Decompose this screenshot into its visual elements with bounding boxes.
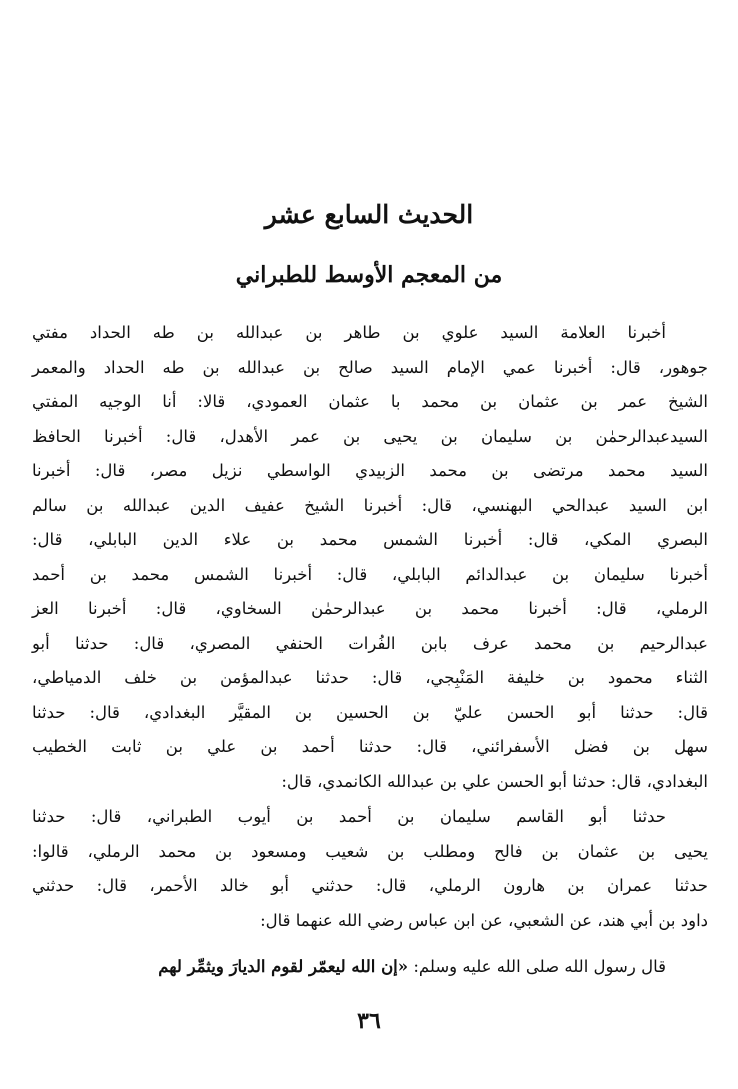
text-line: البغدادي، قال: حدثنا أبو الحسن علي بن عبدالله الكانمدي، قال: [281,771,708,791]
hadith-title: الحديث السابع عشر [264,200,474,229]
text-line: السيد محمد مرتضى بن محمد الزبيدي الواسطي نزيل مصر، قال: أخبرنا [32,461,708,480]
text-line: يحيى بن عثمان بن فالح ومطلب بن شعيب ومسعود بن محمد الرملي، قالوا: [32,841,708,861]
source-subtitle: من المعجم الأوسط للطبراني [235,262,503,288]
text-line: ابن السيد عبدالحي البهنسي، قال: أخبرنا الشيخ عفيف الدين عبدالله بن سالم [32,495,708,515]
text-line: قال: حدثنا أبو الحسن عليّ بن الحسين بن المقيَّر البغدادي، قال: حدثنا [32,702,708,722]
narration-prefix: قال رسول الله صلى الله عليه وسلم: [408,957,666,976]
text-line: عبدالرحيم بن محمد عرف بابن الفُرات الحنفي المصري، قال: حدثنا أبو [32,633,708,653]
text-line: حدثنا عمران بن هارون الرملي، قال: حدثني أبو خالد الأحمر، قال: حدثني [32,876,708,895]
isnad-paragraph [32,316,708,799]
page-number: ٣٦ [357,1008,381,1034]
text-line: جوهور، قال: أخبرنا عمي الإمام السيد صالح بن عبدالله بن طه الحداد والمعمر [32,357,708,377]
text-line: الرملي، قال: أخبرنا محمد بن عبدالرحمٰن السخاوي، قال: أخبرنا العز [32,599,708,618]
text-line: البصري المكي، قال: أخبرنا الشمس محمد بن علاء الدين البابلي، قال: [32,530,708,549]
text-line: السيدعبدالرحمٰن بن سليمان بن يحيى بن عمر الأهدل، قال: أخبرنا الحافظ [32,426,708,446]
text-line: الشيخ عمر بن عثمان بن محمد با عثمان العمودي، قالا: أنا الوجيه المفتي [32,392,708,411]
hadith-text-paragraph [32,950,708,985]
text-line [32,950,708,985]
text-line: سهل بن فضل الأسفرائني، قال: حدثنا أحمد بن علي بن ثابت الخطيب [32,737,708,756]
chain-paragraph [32,800,708,938]
text-line: داود بن أبي هند، عن الشعبي، عن ابن عباس رضي الله عنهما قال: [260,910,708,930]
hadith-quote: «إن الله ليعمّر لقوم الديارَ ويثمِّر لهم [158,957,409,976]
text-line: أخبرنا العلامة السيد علوي بن طاهر بن عبدالله بن طه الحداد مفتي [32,323,666,342]
text-line: حدثنا أبو القاسم سليمان بن أحمد بن أيوب الطبراني، قال: حدثنا [32,807,666,826]
text-line: الثناء محمود بن خليفة المَنْبِجي، قال: حدثنا عبدالمؤمن بن خلف الدمياطي، [32,668,708,687]
text-line: أخبرنا سليمان بن عبدالدائم البابلي، قال: أخبرنا الشمس محمد بن أحمد [32,564,708,584]
